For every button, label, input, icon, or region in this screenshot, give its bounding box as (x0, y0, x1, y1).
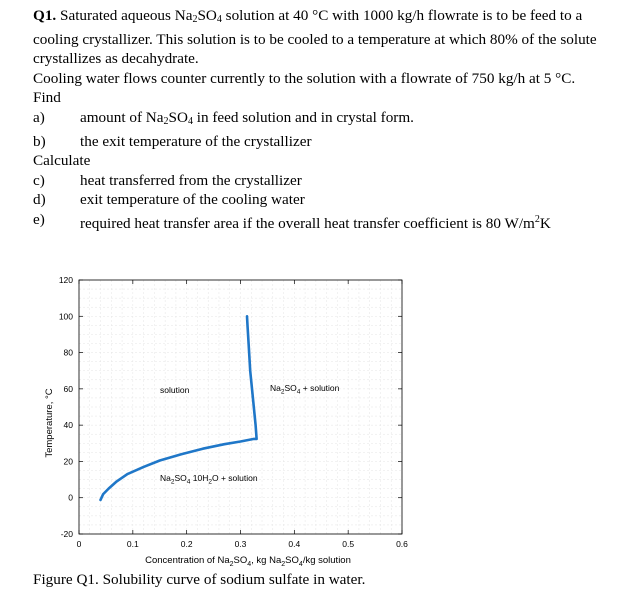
question-number: Q1. (33, 7, 57, 24)
chart-grid (79, 280, 402, 534)
region-label-na2so4-solution: $Na_2SO_4$ + solution (270, 383, 340, 396)
calc-item-e: e) required heat transfer area if the overall heat transfer coefficient is 80 $W/m^2K$ (33, 210, 551, 232)
y-tick-label: 120 (58, 275, 73, 285)
x-tick-label: 0.1 (126, 539, 139, 549)
y-tick-label: 20 (63, 456, 73, 467)
question-intro: Q1. Saturated aqueous $Na_2SO_4$ solution at 40 °C with 1000 kg/h flowrate is to be feed to a cooling crystallizer. This solution is to be cooled to a temperature at which 80% of the solute crystallizes as decahydrate. (33, 7, 597, 68)
y-tick-label: -20 (60, 529, 73, 539)
x-tick-label: 0.3 (234, 539, 247, 549)
find-item-a: a) amount of $Na_2SO_4$ in feed solution and in crystal form. (33, 108, 414, 127)
y-tick-label: 60 (63, 383, 73, 394)
calc-item-c: c) heat transferred from the crystallizer (33, 171, 302, 189)
y-tick-label: 80 (63, 347, 73, 358)
x-axis-label: Concentration of $Na_2SO_4$, kg $Na_2SO_4/kg$ solution (145, 555, 351, 568)
x-tick-label: 0.5 (342, 539, 355, 549)
region-label-solution: solution (160, 385, 190, 395)
region-label-decahydrate-solution: $Na_2SO_4$ $10H_2O$ + solution (160, 473, 258, 486)
y-tick-label: 0 (68, 492, 73, 503)
find-item-b: b) the exit temperature of the crystallizer (33, 132, 312, 150)
calculate-heading: Calculate (33, 152, 91, 170)
find-heading: Find (33, 89, 61, 107)
x-tick-label: 0.6 (396, 539, 408, 549)
y-axis-label: Temperature, °C (44, 388, 55, 458)
x-tick-label: 0.4 (288, 539, 301, 549)
cooling-water-statement: Cooling water flows counter currently to the solution with a flowrate of 750 kg/h at 5 °C. (33, 69, 576, 87)
x-tick-label: 0.2 (180, 539, 193, 549)
y-tick-label: 100 (58, 311, 73, 322)
calc-item-d: d) exit temperature of the cooling water (33, 191, 305, 209)
figure-caption: Figure Q1. Solubility curve of sodium sulfate in water. (33, 571, 366, 588)
y-tick-label: 40 (63, 420, 73, 431)
x-tick-label: 0 (76, 539, 82, 549)
